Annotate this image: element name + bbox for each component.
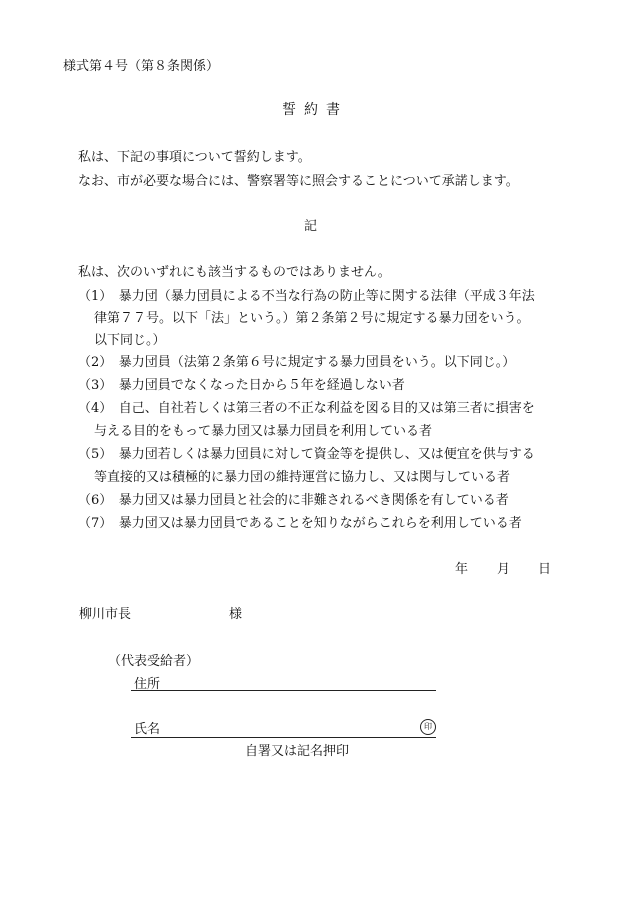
address-label: 住所: [134, 677, 161, 692]
date-day: 日: [538, 562, 552, 577]
item-6-line-1: （6） 暴力団又は暴力団員と社会的に非難されるべき関係を有している者: [78, 493, 509, 508]
intro-line-2: なお、市が必要な場合には、警察署等に照会することについて承諾します。: [78, 174, 519, 189]
seal-mark-icon: 印: [420, 719, 436, 735]
name-label: 氏名: [134, 722, 161, 737]
item-1-line-1: （1） 暴力団（暴力団員による不当な行為の防止等に関する法律（平成３年法: [78, 289, 535, 304]
item-5-line-2: 等直接的又は積極的に暴力団の維持運営に協力し、又は関与している者: [94, 470, 511, 485]
item-1-line-2: 律第７７号。以下「法」という。）第２条第２号に規定する暴力団をいう。: [94, 311, 530, 326]
document-title: 誓約書: [282, 102, 348, 118]
item-5-line-1: （5） 暴力団若しくは暴力団員に対して資金等を提供し、又は便宜を供与する: [78, 447, 535, 462]
lead-sentence: 私は、次のいずれにも該当するものではありません。: [78, 265, 391, 280]
item-4-line-1: （4） 自己、自社若しくは第三者の不正な利益を図る目的又は第三者に損害を: [78, 401, 535, 416]
item-2-line-1: （2） 暴力団員（法第２条第６号に規定する暴力団員をいう。以下同じ。）: [78, 355, 516, 370]
addressee-name: 柳川市長: [79, 607, 132, 622]
item-7-line-1: （7） 暴力団又は暴力団員であることを知りながらこれらを利用している者: [78, 516, 522, 531]
representative-label: （代表受給者）: [108, 654, 200, 669]
ki-heading: 記: [304, 219, 318, 234]
date-year: 年: [455, 562, 469, 577]
item-4-line-2: 与える目的をもって暴力団又は暴力団員を利用している者: [94, 424, 433, 439]
intro-line-1: 私は、下記の事項について誓約します。: [78, 150, 311, 165]
date-month: 月: [497, 562, 511, 577]
signature-note: 自署又は記名押印: [245, 744, 350, 759]
name-underline: [131, 737, 436, 738]
item-3-line-1: （3） 暴力団員でなくなった日から５年を経過しない者: [78, 378, 405, 393]
item-1-line-3: 以下同じ。）: [94, 333, 166, 348]
form-label: 様式第４号（第８条関係）: [63, 59, 220, 74]
addressee-honorific: 様: [229, 607, 243, 622]
address-underline: [131, 690, 436, 691]
